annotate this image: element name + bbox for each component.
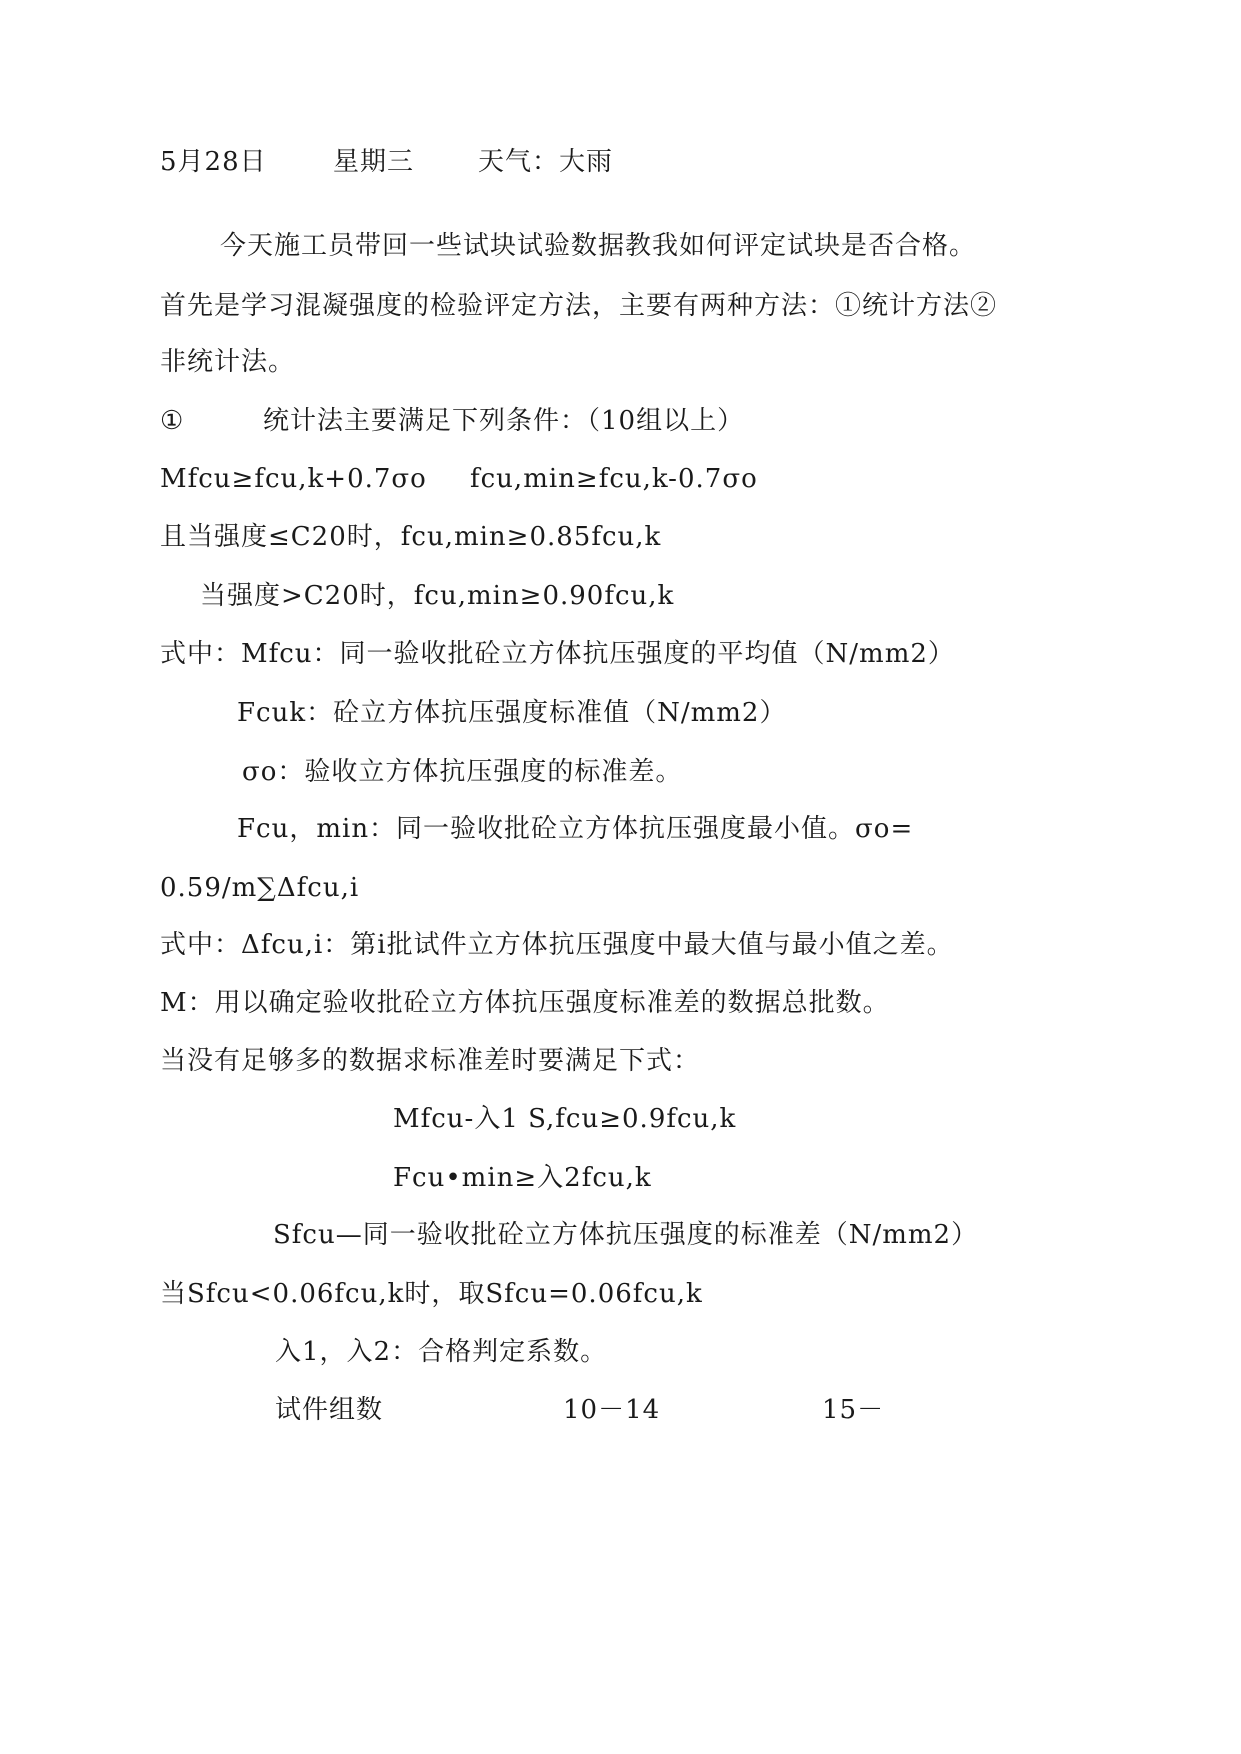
paragraph-line: 当没有足够多的数据求标准差时要满足下式： [160,1046,701,1076]
table-header-cell: 10－14 [563,1395,661,1425]
paragraph-line: 首先是学习混凝强度的检验评定方法，主要有两种方法：①统计方法② [160,291,998,321]
entry-weekday: 星期三 [333,147,415,177]
definition-line: Sfcu—同一验收批砼立方体抗压强度的标准差（N/mm2） [273,1220,979,1250]
formula-min: fcu,min≥fcu,k-0.7σo [470,464,758,494]
definition-line: 式中：Δfcu,i：第i批试件立方体抗压强度中最大值与最小值之差。 [160,930,954,960]
table-header-label: 试件组数 [275,1395,384,1425]
section-number: ① [160,406,185,436]
definition-line: σo：验收立方体抗压强度的标准差。 [242,757,683,787]
definition-line: M：用以确定验收批砼立方体抗压强度标准差的数据总批数。 [160,988,890,1018]
paragraph-line: 非统计法。 [160,347,296,377]
formula-nonstat-2: Fcu•min≥入2fcu,k [393,1163,652,1193]
formula-mean: Mfcu≥fcu,k+0.7σo [160,464,427,494]
paragraph-line: 今天施工员带回一些试块试验数据教我如何评定试块是否合格。 [220,231,977,261]
definition-line: 入1，入2：合格判定系数。 [275,1337,608,1367]
section-heading: 统计法主要满足下列条件：（10组以上） [263,406,745,436]
condition-line: 当Sfcu<0.06fcu,k时，取Sfcu=0.06fcu,k [160,1279,703,1309]
definition-line: Fcuk：砼立方体抗压强度标准值（N/mm2） [237,698,787,728]
entry-date: 5月28日 [160,147,267,177]
entry-weather: 天气：大雨 [478,147,614,177]
definition-line: Fcu，min：同一验收批砼立方体抗压强度最小值。σo= [237,814,914,844]
formula-nonstat-1: Mfcu-入1 S,fcu≥0.9fcu,k [393,1104,737,1134]
definition-line: 式中：Mfcu：同一验收批砼立方体抗压强度的平均值（N/mm2） [160,639,955,669]
formula-sigma: 0.59/m∑Δfcu,i [160,873,360,903]
condition-line: 当强度>C20时，fcu,min≥0.90fcu,k [200,581,675,611]
condition-line: 且当强度≤C20时，fcu,min≥0.85fcu,k [160,522,662,552]
table-header-cell: 15－ [822,1395,885,1425]
